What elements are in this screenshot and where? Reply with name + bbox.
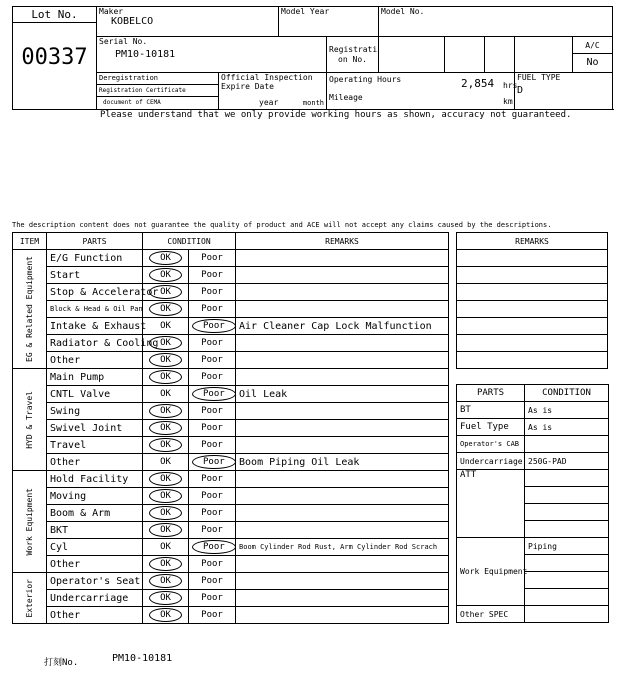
table-row: [13, 386, 449, 403]
condition-poor-label: Poor: [201, 474, 223, 484]
condition-ok-label: OK: [149, 268, 182, 282]
part-name: Other: [47, 454, 143, 471]
registration-certificate-label: Registration Certificate: [97, 85, 218, 97]
part-name: Cyl: [47, 539, 143, 556]
remark: [236, 505, 449, 522]
condition-poor-cell: [189, 318, 236, 335]
remark: Air Cleaner Cap Lock Malfunction: [236, 318, 449, 335]
right-part-undercarriage: Undercarriage: [457, 453, 525, 470]
condition-ok-label: OK: [149, 370, 182, 384]
remark: [236, 471, 449, 488]
condition-poor-cell: [189, 335, 236, 352]
right-part-fuel-type: Fuel Type: [457, 419, 525, 436]
condition-poor-label: Poor: [192, 455, 236, 469]
description-notice: The description content does not guarantee the quality of product and ACE will not accept any claims caused by the descriptions.: [12, 221, 552, 229]
remark: [236, 522, 449, 539]
table-row: [13, 590, 449, 607]
remark: [236, 420, 449, 437]
table-row: [13, 437, 449, 454]
work-equipment-row: [525, 555, 609, 572]
condition-ok-label: OK: [149, 353, 182, 367]
condition-ok-cell: [143, 335, 189, 352]
condition-ok-cell: [143, 437, 189, 454]
table-row: [13, 284, 449, 301]
condition-poor-label: Poor: [201, 355, 223, 365]
condition-poor-cell: [189, 386, 236, 403]
deregistration-cell: [97, 73, 219, 110]
condition-ok-cell: [143, 556, 189, 573]
condition-poor-label: Poor: [201, 440, 223, 450]
condition-ok-cell: [143, 403, 189, 420]
condition-ok-cell: [143, 590, 189, 607]
registration-no-box-2: [445, 37, 485, 73]
condition-poor-cell: [189, 250, 236, 267]
condition-ok-label: OK: [149, 336, 182, 350]
registration-no-label-1: Registrati: [329, 44, 378, 54]
official-inspection-label: Official Inspection: [221, 73, 313, 82]
condition-poor-label: Poor: [192, 319, 236, 333]
right-remarks-wrap: [456, 232, 608, 369]
hours-notice: Please understand that we only provide working hours as shown, accuracy not guaranteed.: [100, 110, 572, 120]
condition-ok-cell: [143, 369, 189, 386]
remark: [236, 437, 449, 454]
condition-ok-label: OK: [160, 321, 171, 331]
part-name: Operator's Seat: [47, 573, 143, 590]
condition-poor-label: Poor: [201, 559, 223, 569]
remark: [236, 403, 449, 420]
condition-ok-cell: [143, 522, 189, 539]
month-label: month: [302, 99, 324, 107]
condition-poor-cell: [189, 573, 236, 590]
condition-ok-cell: [143, 573, 189, 590]
condition-ok-cell: [143, 471, 189, 488]
item-group-cell: [13, 573, 47, 624]
condition-ok-label: OK: [149, 523, 182, 537]
table-row: [13, 607, 449, 624]
table-row: [13, 267, 449, 284]
right-remarks-table: [456, 232, 608, 369]
condition-ok-label: OK: [149, 404, 182, 418]
right-condition-bt: As is: [525, 402, 609, 419]
hours-cell: [327, 73, 518, 110]
condition-ok-cell: [143, 386, 189, 403]
work-equipment-label: Work Equipment: [457, 538, 525, 606]
right-remarks-row: [457, 335, 608, 352]
table-row: [13, 250, 449, 267]
part-name: Stop & Accelerator: [47, 284, 143, 301]
model-year-label: Model Year: [279, 7, 379, 37]
part-name: BKT: [47, 522, 143, 539]
right-parts-table: [456, 384, 609, 623]
operating-hours-value: 2,854: [461, 77, 495, 90]
work-equipment-value: Piping: [525, 538, 609, 555]
condition-ok-cell: [143, 454, 189, 471]
condition-ok-cell: [143, 284, 189, 301]
table-row: [13, 352, 449, 369]
condition-poor-label: Poor: [201, 304, 223, 314]
table-row: [13, 335, 449, 352]
condition-poor-label: Poor: [201, 338, 223, 348]
table-row: [13, 420, 449, 437]
condition-table: [12, 232, 449, 624]
col-parts-header: PARTS: [47, 233, 143, 250]
part-name: Moving: [47, 488, 143, 505]
condition-poor-label: Poor: [201, 372, 223, 382]
remark: [236, 301, 449, 318]
registration-no-box-4: [515, 37, 573, 73]
condition-ok-cell: [143, 267, 189, 284]
condition-ok-cell: [143, 420, 189, 437]
remark: [236, 488, 449, 505]
remark: [236, 556, 449, 573]
part-name: Other: [47, 352, 143, 369]
table-row: [13, 301, 449, 318]
remark: [236, 250, 449, 267]
condition-poor-cell: [189, 590, 236, 607]
condition-ok-label: OK: [149, 608, 182, 622]
remark: [236, 607, 449, 624]
condition-poor-cell: [189, 505, 236, 522]
part-name: Swing: [47, 403, 143, 420]
condition-poor-cell: [189, 607, 236, 624]
remark: [236, 590, 449, 607]
condition-poor-cell: [189, 369, 236, 386]
condition-poor-label: Poor: [201, 593, 223, 603]
item-group-cell: [13, 250, 47, 369]
item-group-cell: [13, 471, 47, 573]
condition-poor-cell: [189, 539, 236, 556]
condition-poor-label: Poor: [201, 253, 223, 263]
deregistration-label: Deregistration: [97, 73, 218, 85]
condition-poor-cell: [189, 420, 236, 437]
condition-ok-label: OK: [149, 557, 182, 571]
condition-poor-cell: [189, 454, 236, 471]
table-row: [13, 573, 449, 590]
expire-date-label: Expire Date: [221, 82, 274, 91]
condition-ok-label: OK: [149, 285, 182, 299]
table-row: [13, 522, 449, 539]
table-row: [13, 505, 449, 522]
item-group-label: Exterior: [25, 578, 34, 618]
right-condition-undercarriage: 250G-PAD: [525, 453, 609, 470]
part-name: E/G Function: [47, 250, 143, 267]
km-label: km: [503, 97, 513, 106]
right-remarks-row: [457, 250, 608, 267]
item-group-label: Work Equipment: [25, 487, 34, 556]
remark: Boom Piping Oil Leak: [236, 454, 449, 471]
ac-label: A/C: [573, 38, 612, 54]
condition-ok-label: OK: [149, 506, 182, 520]
maker-cell: [97, 7, 279, 37]
right-condition-header: CONDITION: [525, 385, 609, 402]
part-name: Undercarriage: [47, 590, 143, 607]
right-part-operators-cab: Operator's CAB: [457, 436, 525, 453]
condition-poor-label: Poor: [201, 423, 223, 433]
right-condition-operators-cab: [525, 436, 609, 453]
remark: [236, 335, 449, 352]
part-name: Hold Facility: [47, 471, 143, 488]
item-group-label: EG & Related Equipment: [25, 256, 34, 362]
condition-ok-label: OK: [149, 438, 182, 452]
inspection-cell: [219, 73, 327, 110]
remark: [236, 267, 449, 284]
condition-poor-label: Poor: [201, 491, 223, 501]
part-name: Intake & Exhaust: [47, 318, 143, 335]
item-group-label: HYD & Travel: [25, 390, 34, 449]
condition-ok-cell: [143, 539, 189, 556]
right-parts-wrap: [456, 384, 609, 623]
right-parts-header: PARTS: [457, 385, 525, 402]
table-row: [13, 369, 449, 386]
other-spec-label: Other SPEC: [457, 606, 525, 623]
year-label: year: [259, 98, 279, 107]
right-condition-fuel-type: As is: [525, 419, 609, 436]
work-equipment-row: [525, 589, 609, 606]
condition-poor-cell: [189, 284, 236, 301]
part-name: Block & Head & Oil Pan: [47, 301, 143, 318]
maker-label: Maker: [99, 7, 124, 16]
table-row: [13, 403, 449, 420]
right-part-bt: BT: [457, 402, 525, 419]
stamp-label: 打刻No.: [44, 658, 79, 668]
registration-no-label-2: on No.: [338, 54, 367, 64]
condition-poor-label: Poor: [192, 540, 236, 554]
condition-ok-cell: [143, 301, 189, 318]
condition-ok-label: OK: [149, 591, 182, 605]
model-no-label: Model No.: [379, 7, 613, 37]
condition-poor-label: Poor: [201, 406, 223, 416]
fuel-type-cell: [515, 73, 613, 110]
condition-poor-cell: [189, 352, 236, 369]
part-name: Travel: [47, 437, 143, 454]
item-group-cell: [13, 369, 47, 471]
condition-poor-label: Poor: [201, 525, 223, 535]
ac-value: No: [586, 56, 599, 68]
condition-ok-cell: [143, 352, 189, 369]
registration-no-box-1: [379, 37, 445, 73]
remark: [236, 369, 449, 386]
condition-poor-label: Poor: [201, 508, 223, 518]
ac-cell: [573, 37, 613, 73]
att-row: [525, 487, 609, 504]
serial-no-value: PM10-10181: [115, 49, 176, 60]
right-remarks-header: REMARKS: [457, 233, 608, 250]
registration-no-label: [327, 37, 379, 73]
condition-poor-cell: [189, 403, 236, 420]
right-remarks-row: [457, 284, 608, 301]
condition-poor-cell: [189, 301, 236, 318]
table-row: [13, 471, 449, 488]
condition-poor-cell: [189, 522, 236, 539]
part-name: Start: [47, 267, 143, 284]
part-name: Main Pump: [47, 369, 143, 386]
header-block: [12, 6, 612, 108]
condition-ok-label: OK: [149, 302, 182, 316]
condition-ok-label: OK: [160, 457, 171, 467]
lot-no-label: Lot No.: [13, 7, 96, 23]
fuel-type-label: FUEL TYPE: [517, 73, 561, 82]
condition-poor-cell: [189, 471, 236, 488]
part-name: Other: [47, 607, 143, 624]
condition-poor-label: Poor: [201, 610, 223, 620]
hrs-label: hrs: [503, 81, 518, 90]
table-row: [13, 488, 449, 505]
condition-poor-label: Poor: [201, 270, 223, 280]
condition-poor-label: Poor: [201, 287, 223, 297]
lot-no-cell: [13, 7, 97, 110]
part-name: Boom & Arm: [47, 505, 143, 522]
table-row: [13, 318, 449, 335]
right-remarks-row: [457, 301, 608, 318]
att-label: ATT: [457, 470, 525, 538]
right-remarks-row: [457, 267, 608, 284]
right-remarks-row: [457, 318, 608, 335]
table-row: [13, 454, 449, 471]
serial-no-label: Serial No.: [99, 37, 148, 46]
condition-poor-label: Poor: [192, 387, 236, 401]
condition-poor-label: Poor: [201, 576, 223, 586]
condition-ok-label: OK: [149, 489, 182, 503]
condition-ok-cell: [143, 505, 189, 522]
mileage-label: Mileage: [329, 93, 363, 102]
part-name: Other: [47, 556, 143, 573]
att-row: [525, 470, 609, 487]
lot-no-value: 00337: [21, 45, 88, 70]
registration-no-box-3: [485, 37, 515, 73]
condition-poor-cell: [189, 437, 236, 454]
table-row: [13, 556, 449, 573]
condition-poor-cell: [189, 488, 236, 505]
operating-hours-label: Operating Hours: [329, 75, 402, 84]
condition-ok-label: OK: [149, 574, 182, 588]
condition-ok-cell: [143, 250, 189, 267]
condition-ok-label: OK: [160, 389, 171, 399]
document-of-cema-label: document of CEMA: [103, 99, 161, 106]
remark: Oil Leak: [236, 386, 449, 403]
att-row: [525, 521, 609, 538]
condition-ok-label: OK: [160, 542, 171, 552]
col-condition-header: CONDITION: [143, 233, 236, 250]
condition-poor-cell: [189, 267, 236, 284]
condition-ok-label: OK: [149, 251, 182, 265]
work-equipment-row: [525, 572, 609, 589]
condition-ok-cell: [143, 318, 189, 335]
col-item-header: ITEM: [13, 233, 47, 250]
right-remarks-row: [457, 352, 608, 369]
att-row: [525, 504, 609, 521]
maker-value: KOBELCO: [111, 16, 154, 27]
remark: [236, 573, 449, 590]
table-row: [13, 539, 449, 556]
remark: [236, 284, 449, 301]
condition-ok-label: OK: [149, 472, 182, 486]
part-name: Swivel Joint: [47, 420, 143, 437]
other-spec-value: [525, 606, 609, 623]
remark: Boom Cylinder Rod Rust, Arm Cylinder Rod Scrach: [236, 539, 449, 556]
condition-poor-cell: [189, 556, 236, 573]
remark: [236, 352, 449, 369]
fuel-type-value: D: [517, 85, 524, 96]
part-name: Radiator & Cooling: [47, 335, 143, 352]
part-name: CNTL Valve: [47, 386, 143, 403]
col-remarks-header: REMARKS: [236, 233, 449, 250]
condition-ok-cell: [143, 607, 189, 624]
condition-table-wrap: [12, 232, 449, 624]
condition-ok-cell: [143, 488, 189, 505]
condition-ok-label: OK: [149, 421, 182, 435]
stamp-value: PM10-10181: [112, 653, 173, 664]
serial-no-cell: [97, 37, 327, 73]
